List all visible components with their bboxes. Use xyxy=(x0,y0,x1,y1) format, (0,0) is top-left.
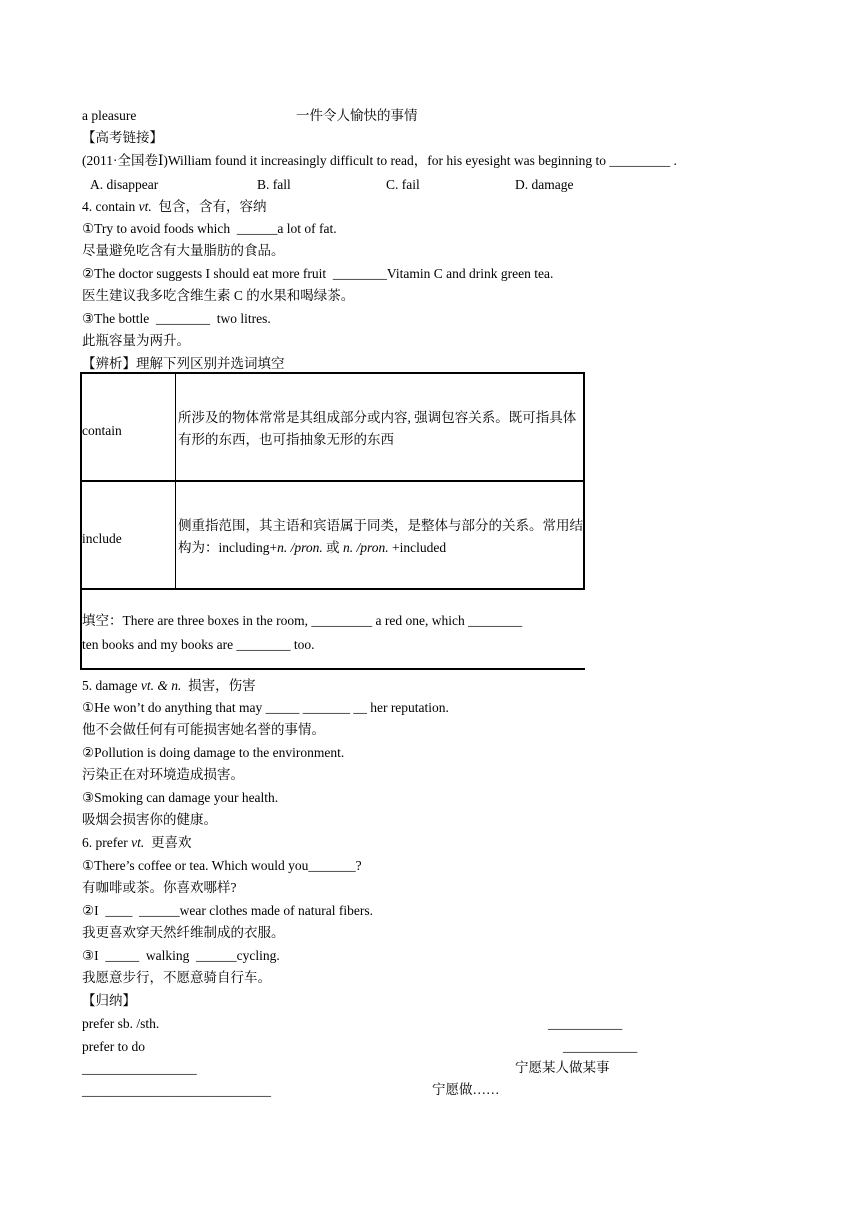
part-of-speech: vt. xyxy=(131,835,145,850)
section-heading-analysis: 【辨析】理解下列区别并选词填空 xyxy=(82,356,285,371)
table-desc-contain: 所涉及的物体常常是其组成部分或内容, 强调包容关系。既可指具体有形的东西，也可指抽象无形的东西 xyxy=(178,410,577,447)
summary-phrase: prefer sb. /sth. xyxy=(82,1016,160,1031)
summary-meaning: 宁愿某人做某事 xyxy=(515,1060,610,1075)
fill-blank-line-2: ten books and my books are ________ too. xyxy=(82,637,315,652)
table-term-contain: contain xyxy=(82,423,122,438)
option-b: B. fall xyxy=(257,177,291,192)
summary-phrase: prefer to do xyxy=(82,1039,145,1054)
comparison-table xyxy=(80,372,585,670)
vocab-word: 4. contain xyxy=(82,199,139,214)
phrase-a-pleasure: a pleasure xyxy=(82,108,137,123)
exam-question: (2011·全国卷Ⅰ)William found it increasingly difficult to read，for his eyesight was beginning to _________ . xyxy=(82,153,677,168)
example-translation: 污染正在对环境造成损害。 xyxy=(82,767,244,782)
vocab-word: 6. prefer xyxy=(82,835,132,850)
example-sentence: ②Pollution is doing damage to the environment. xyxy=(82,745,345,760)
desc-text: 或 xyxy=(322,540,343,555)
summary-blank: ___________ xyxy=(563,1039,638,1054)
phrase-translation: 一件令人愉快的事情 xyxy=(296,108,418,123)
example-translation: 尽量避免吃含有大量脂肪的食品。 xyxy=(82,243,285,258)
fill-blank-line-1: 填空：There are three boxes in the room, _________ a red one, which ________ xyxy=(82,613,523,628)
section-heading-gaokao: 【高考链接】 xyxy=(82,130,163,145)
vocab-heading-damage xyxy=(82,677,256,695)
option-d: D. damage xyxy=(515,177,574,192)
example-translation: 我愿意步行，不愿意骑自行车。 xyxy=(82,970,271,985)
vocab-word: 5. damage xyxy=(82,678,141,693)
example-sentence: ①He won’t do anything that may _____ _______ __ her reputation. xyxy=(82,700,449,715)
table-border xyxy=(80,372,585,374)
example-sentence: ③Smoking can damage your health. xyxy=(82,790,279,805)
desc-italic: n. /pron. xyxy=(343,540,389,555)
example-sentence: ①There’s coffee or tea. Which would you_______? xyxy=(82,858,362,873)
example-translation: 此瓶容量为两升。 xyxy=(82,333,190,348)
example-sentence: ③I _____ walking ______cycling. xyxy=(82,948,280,963)
vocab-meaning: 损害，伤害 xyxy=(181,678,256,693)
example-sentence: ①Try to avoid foods which ______a lot of fat. xyxy=(82,221,337,236)
table-border xyxy=(80,480,585,482)
part-of-speech: vt. & n. xyxy=(140,678,182,693)
table-term-include: include xyxy=(82,531,122,546)
table-border xyxy=(80,668,585,670)
summary-blank: ___________ xyxy=(548,1016,623,1031)
section-heading-summary: 【归纳】 xyxy=(82,993,136,1008)
vocab-meaning: 包含，含有，容纳 xyxy=(151,199,267,214)
desc-text: +included xyxy=(388,540,447,555)
table-desc-include xyxy=(178,515,583,559)
option-c: C. fail xyxy=(386,177,420,192)
example-translation: 医生建议我多吃含维生素 C 的水果和喝绿茶。 xyxy=(82,288,355,303)
example-sentence: ②I ____ ______wear clothes made of natural fibers. xyxy=(82,903,374,918)
summary-blank: ____________________________ xyxy=(82,1083,271,1098)
example-sentence: ②The doctor suggests I should eat more fruit ________Vitamin C and drink green tea. xyxy=(82,266,554,281)
summary-blank: _________________ xyxy=(82,1061,197,1076)
desc-italic: n. /pron. xyxy=(277,540,323,555)
example-translation: 我更喜欢穿天然纤维制成的衣服。 xyxy=(82,925,285,940)
example-sentence: ③The bottle ________ two litres. xyxy=(82,311,271,326)
summary-meaning: 宁愿做…… xyxy=(432,1082,500,1097)
table-border xyxy=(80,588,585,590)
vocab-heading-prefer xyxy=(82,834,191,852)
option-a: A. disappear xyxy=(90,177,159,192)
vocab-meaning: 更喜欢 xyxy=(144,835,192,850)
part-of-speech: vt. xyxy=(138,199,152,214)
example-translation: 他不会做任何有可能损害她名誉的事情。 xyxy=(82,722,325,737)
vocab-heading-contain xyxy=(82,198,267,216)
example-translation: 有咖啡或茶。你喜欢哪样? xyxy=(82,880,237,895)
example-translation: 吸烟会损害你的健康。 xyxy=(82,812,217,827)
desc-text: 侧重指范围，其主语和宾语属于同类，是整体与部分的关系。常用结构为：including+ xyxy=(178,518,583,555)
